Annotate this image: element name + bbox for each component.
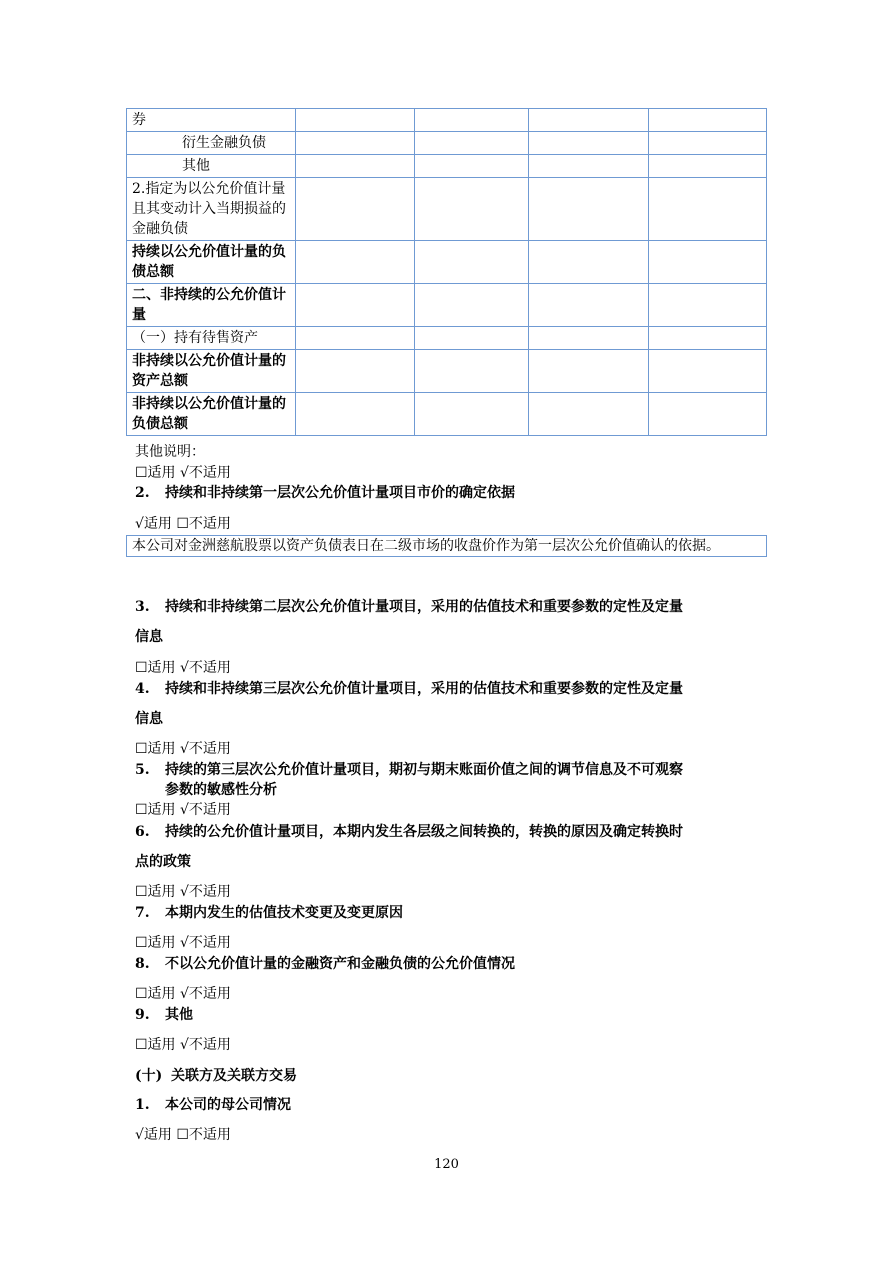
section-number: 8. [135,956,150,972]
section-5-heading [135,760,683,780]
section-title-continued: 点的政策 [135,854,191,870]
table-row [127,327,767,350]
applicability-status: ☐适用 √不适用 [135,1037,231,1053]
applicability-status: ☐适用 √不适用 [135,935,231,951]
section-9-heading [135,1005,193,1025]
section-number: 9. [135,1007,150,1023]
row-label: 2.指定为以公允价值计量且其变动计入当期损益的金融负债 [127,178,296,241]
row-label: 券 [127,109,296,132]
section-number: 3. [135,599,150,615]
section-title-continued: 参数的敏感性分析 [165,782,277,798]
section-number: (十) [135,1068,163,1084]
fair-value-table [126,108,767,436]
section-4-heading [135,679,683,699]
section-title-continued: 信息 [135,711,163,727]
table-row [127,284,767,327]
table-row [127,109,767,132]
section-2-heading [135,483,515,503]
section-number: 4. [135,681,150,697]
section-title: 持续的第三层次公允价值计量项目，期初与期末账面价值之间的调节信息及不可观察 [165,762,683,778]
section-title: 持续的公允价值计量项目，本期内发生各层级之间转换的，转换的原因及确定转换时 [165,824,683,840]
table-row [127,155,767,178]
section-number: 2. [135,485,150,501]
table-row [127,132,767,155]
section-number: 5. [135,762,150,778]
applicability-status: √适用 ☐不适用 [135,516,231,532]
section-number: 7. [135,905,150,921]
applicability-status: ☐适用 √不适用 [135,741,231,757]
section-8-heading [135,954,515,974]
section-title: 其他 [165,1007,193,1023]
table-row [127,241,767,284]
section-number: 6. [135,824,150,840]
row-label: 二、非持续的公允价值计量 [127,284,296,327]
applicability-status: √适用 ☐不适用 [135,1127,231,1143]
applicability-status: ☐适用 √不适用 [135,465,231,481]
section-title: 不以公允价值计量的金融资产和金融负债的公允价值情况 [165,956,515,972]
section-title: 本公司的母公司情况 [165,1097,291,1113]
row-label: 非持续以公允价值计量的负债总额 [127,393,296,436]
section-title: 持续和非持续第一层次公允价值计量项目市价的确定依据 [165,485,515,501]
table-row [127,178,767,241]
row-label: 非持续以公允价值计量的资产总额 [127,350,296,393]
subsection-1-heading [135,1095,291,1115]
applicability-status: ☐适用 √不适用 [135,884,231,900]
section-title: 本期内发生的估值技术变更及变更原因 [165,905,403,921]
row-label: （一）持有待售资产 [127,327,296,350]
other-note: 其他说明： [135,444,205,460]
section-title-continued: 信息 [135,629,163,645]
page-number: 120 [434,1157,459,1172]
section-7-heading [135,903,403,923]
applicability-status: ☐适用 √不适用 [135,986,231,1002]
note-box: 本公司对金洲慈航股票以资产负债表日在二级市场的收盘价作为第一层次公允价值确认的依据。 [126,535,767,557]
section-title: 持续和非持续第二层次公允价值计量项目，采用的估值技术和重要参数的定性及定量 [165,599,683,615]
row-label: 持续以公允价值计量的负债总额 [127,241,296,284]
section-6-heading [135,822,683,842]
row-label: 其他 [127,155,296,178]
section-title: 持续和非持续第三层次公允价值计量项目，采用的估值技术和重要参数的定性及定量 [165,681,683,697]
section-title: 关联方及关联方交易 [171,1068,297,1084]
section-3-heading [135,597,683,617]
section-number: 1. [135,1097,150,1113]
section-10-heading [135,1066,297,1086]
applicability-status: ☐适用 √不适用 [135,802,231,818]
table-row [127,393,767,436]
row-label: 衍生金融负债 [127,132,296,155]
table-row [127,350,767,393]
applicability-status: ☐适用 √不适用 [135,660,231,676]
